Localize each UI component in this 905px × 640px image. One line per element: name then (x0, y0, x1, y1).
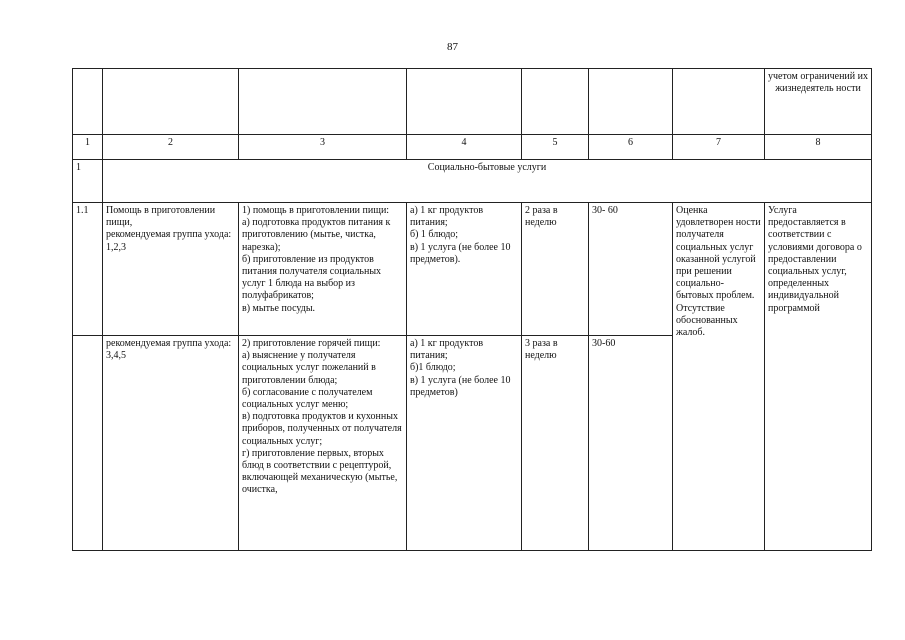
column-number-cell: 8 (765, 135, 872, 160)
column-number-cell: 7 (673, 135, 765, 160)
header-row (73, 69, 872, 135)
service-content-text: 2) приготовление горячей пищи: а) выяснение у получателя социальных услуг пожеланий в приготовлении блюда; б) согласование с получателем социальных услуг меню; в) подготовка продуктов и кухонных приборов, полученных от получателя социальных услуг; г) приготовление первых, вторых блюд в соответствии с рецептурой, включающей механическую (мытье, очистка, (242, 338, 402, 496)
header-cell-4 (407, 69, 522, 135)
frequency-cell (522, 203, 589, 336)
column-number-row (73, 135, 872, 160)
volume-cell (407, 203, 522, 336)
frequency-cell (522, 336, 589, 551)
service-name-cell (103, 203, 239, 336)
header-cell-7 (673, 69, 765, 135)
duration-text: 30- 60 (592, 205, 618, 216)
duration-cell (589, 336, 673, 551)
section-title: Социально-бытовые услуги (103, 160, 872, 203)
header-cell-6 (589, 69, 673, 135)
column-number-cell: 2 (103, 135, 239, 160)
header-cell-2 (103, 69, 239, 135)
header-cell-8 (765, 69, 872, 135)
services-table (72, 68, 872, 551)
quality-indicators-text: Оценка удовлетворен ности получателя социальных услуг оказанной услугой при решении социально-бытовых проблем. Отсутствие обоснованных жалоб. (676, 205, 761, 339)
duration-text: 30-60 (592, 338, 616, 349)
header-cell-5 (522, 69, 589, 135)
service-name-text: Помощь в приготовлении пищи, рекомендуемая группа ухода: 1,2,3 (106, 205, 232, 253)
service-name-text: рекомендуемая группа ухода: 3,4,5 (106, 338, 232, 362)
quality-indicators-cell (673, 203, 765, 551)
header-cell-3 (239, 69, 407, 135)
service-name-cell (103, 336, 239, 551)
column-number-cell: 6 (589, 135, 673, 160)
conditions-cell (765, 203, 872, 551)
column-number-cell: 4 (407, 135, 522, 160)
conditions-text: Услуга предоставляется в соответствии с условиями договора о предоставлении социальных услуг, определенных индивидуальной программой (768, 205, 862, 314)
volume-text: а) 1 кг продуктов питания; б) 1 блюдо; в) 1 услуга (не более 10 предметов). (410, 205, 511, 265)
service-content-text: 1) помощь в приготовлении пищи: а) подготовка продуктов питания к приготовлению (мытье, чистка, нарезка); б) приготовление из продуктов питания получателя социальных услуг 1 блюда на выбор из полуфабрикатов; в) мытье посуды. (242, 205, 391, 314)
column-number-cell: 1 (73, 135, 103, 160)
service-content-cell (239, 336, 407, 551)
frequency-text: 2 раза в неделю (525, 205, 558, 229)
row-number (73, 336, 103, 551)
column-number-cell: 3 (239, 135, 407, 160)
row-number: 1.1 (73, 203, 103, 336)
column-number-cell: 5 (522, 135, 589, 160)
duration-cell (589, 203, 673, 336)
service-content-cell (239, 203, 407, 336)
page-number: 87 (447, 41, 458, 53)
volume-cell (407, 336, 522, 551)
header-cell-1 (73, 69, 103, 135)
section-number: 1 (73, 160, 103, 203)
frequency-text: 3 раза в неделю (525, 338, 558, 362)
header-col8-text: учетом ограничений их жизнедеятель ности (768, 71, 868, 95)
volume-text: а) 1 кг продуктов питания; б)1 блюдо; в) 1 услуга (не более 10 предметов) (410, 338, 511, 398)
table-row (73, 203, 872, 336)
section-row (73, 160, 872, 203)
